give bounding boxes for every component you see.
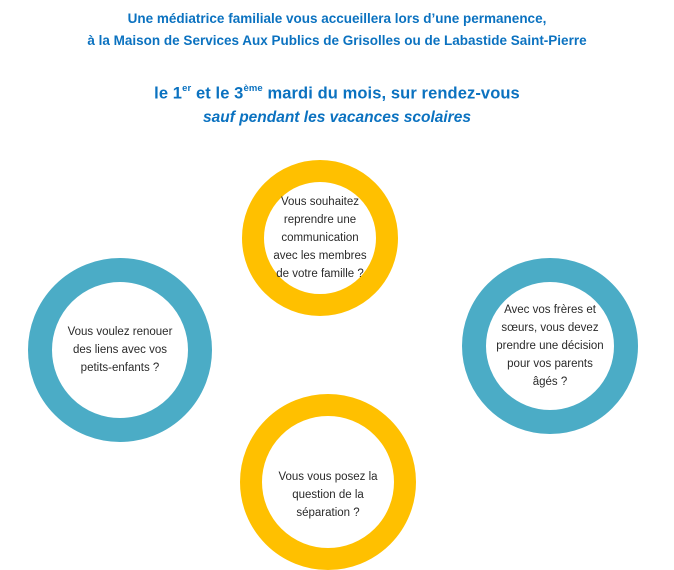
- schedule-middle: et le 3: [191, 84, 244, 103]
- circle-separation: [240, 394, 416, 570]
- schedule-superscript-third: ème: [243, 83, 263, 94]
- schedule-line: [0, 78, 674, 106]
- circle-separation-text: Vous vous posez la question de la séparation ?: [278, 471, 378, 519]
- circle-family-communication: [242, 160, 398, 316]
- schedule-superscript-first: er: [182, 83, 192, 94]
- circle-grandchildren: [28, 258, 212, 442]
- intro-line-2: à la Maison de Services Aux Publics de Grisolles ou de Labastide Saint-Pierre: [87, 33, 587, 48]
- schedule-suffix: mardi du mois, sur rendez-vous: [262, 84, 520, 103]
- schedule-exception: sauf pendant les vacances scolaires: [203, 109, 471, 126]
- circle-grandchildren-text: Vous voulez renouer des liens avec vos petits-enfants ?: [67, 326, 173, 374]
- circle-family-communication-text: Vous souhaitez reprendre une communication avec les membres de votre famille ?: [273, 196, 367, 280]
- intro-line-1: Une médiatrice familiale vous accueillera lors d’une permanence,: [127, 11, 547, 26]
- circle-elderly-parents-text: Avec vos frères et sœurs, vous devez prendre une décision pour vos parents âgés ?: [496, 304, 604, 388]
- circle-elderly-parents: [462, 258, 638, 434]
- schedule-prefix: le 1: [154, 84, 183, 103]
